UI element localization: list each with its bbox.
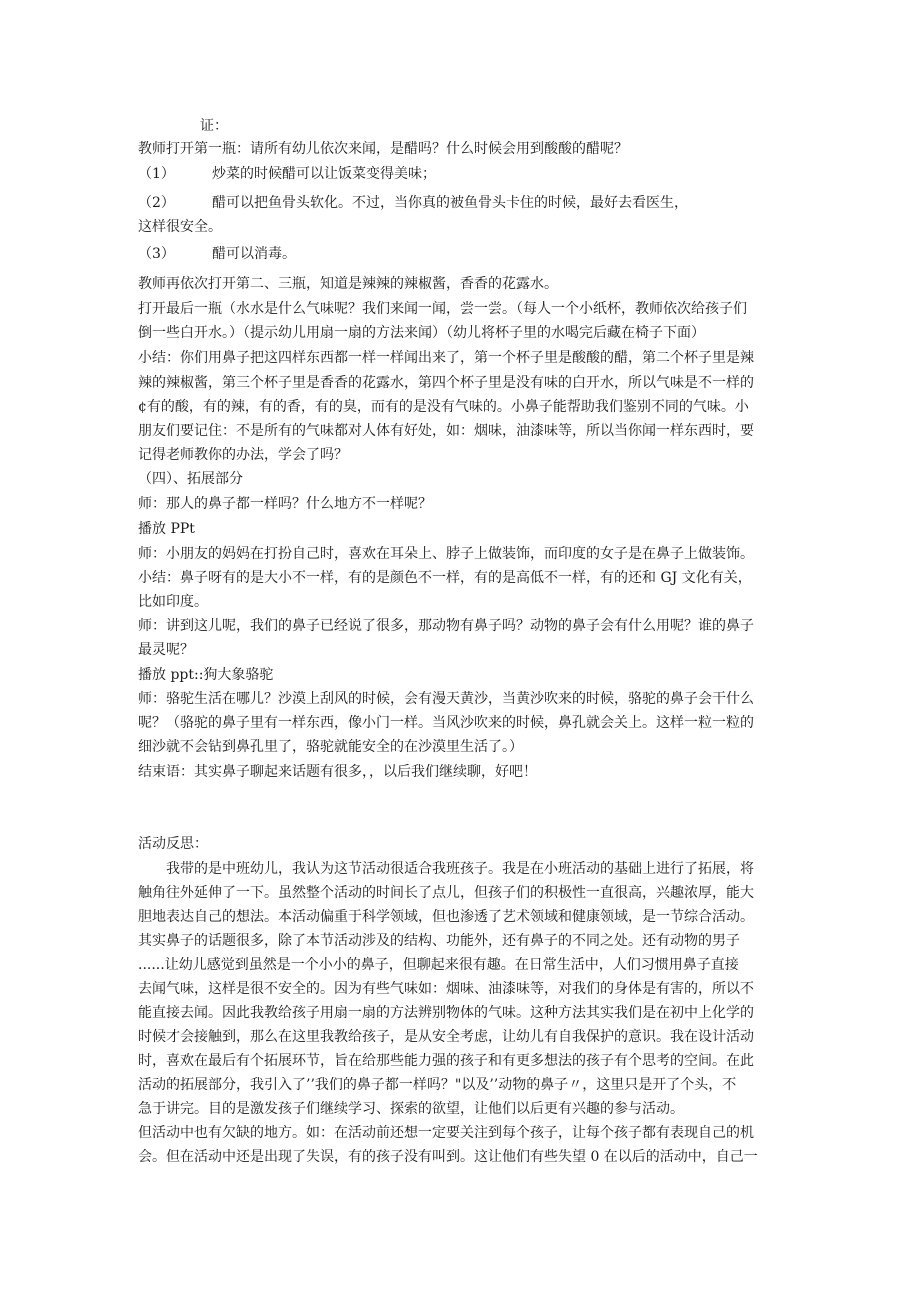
text-line: 播放 PPt [138,521,195,537]
text-line: 辣的辣椒酱，第三个杯子里是香香的花露水，第四个杯子里是没有味的白开水，所以气味是不一样的 [138,375,754,391]
text-line: 急于讲完。目的是激发孩子们继续学习、探索的欲望，让他们以后更有兴趣的参与活动。 [138,1101,684,1117]
text-line: 教师再依次打开第二、三瓶，知道是辣辣的辣椒酱，香香的花露水。 [138,276,558,292]
list-item: 炒菜的时候醋可以让饭菜变得美味； [212,166,436,182]
text-line: 教师打开第一瓶：请所有幼儿依次来闻，是醋吗？什么时候会用到酸酸的醋呢？ [138,141,628,157]
section-heading: （四）、拓展部分 [138,471,243,487]
text-line: 会。但在活动中还是出现了失误，有的孩子没有叫到。这让他们有些失望 0 在以后的活动中，自己一 [138,1149,758,1165]
text-line: 师：骆驼生活在哪儿？沙漠上刮风的时候，会有漫天黄沙，当黄沙吹来的时候，骆驼的鼻子会干什么 [138,691,754,707]
text-line: 触角往外延伸了一下。虽然整个活动的时间长了点儿，但孩子们的积极性一直很高，兴趣浓厚，能大 [138,885,754,901]
text-line: 比如印度。 [138,594,208,610]
text-line: 结束语：其实鼻子聊起来话题有很多，，以后我们继续聊，好吧！ [138,764,537,780]
list-number: （3） [138,246,175,262]
list-number: （2） [138,195,175,211]
text-line: 师：讲到这儿呢，我们的鼻子已经说了很多，那动物有鼻子吗？动物的鼻子会有什么用呢？谁的鼻子 [138,618,754,634]
text-line: ......让幼儿感觉到虽然是一个小小的鼻子，但聊起来很有趣。在日常生活中，人们习惯用鼻子直接 [138,957,739,973]
text-line: 小结：鼻子呀有的是大小不一样，有的是颜色不一样，有的是高低不一样，有的还和 GJ 文化有关， [138,570,752,586]
text-line: 呢？（骆驼的鼻子里有一样东西，像小门一样。当风沙吹来的时候，鼻孔就会关上。这样一粒一粒的 [138,715,754,731]
text-line: ¢有的酸，有的辣，有的香，有的臭，而有的是没有气味的。小鼻子能帮助我们鉴别不同的气味。小 [138,399,749,415]
text-line: 师：小朋友的妈妈在打扮自己时，喜欢在耳朵上、脖子上做装饰，而印度的女子是在鼻子上做装饰。 [138,546,754,562]
text-line: 活动的拓展部分，我引入了’’我们的鼻子都一样吗？"以及’’动物的鼻子〃，这里只是开了个头，不 [138,1077,737,1093]
text-line: 这样很安全。 [138,219,222,235]
list-item: 醋可以消毒。 [212,246,296,262]
text-line: 朋友们要记住：不是所有的气味都对人体有好处，如：烟味，油漆味等，所以当你闻一样东西时，要 [138,423,754,439]
text-line: 师：那人的鼻子都一样吗？什么地方不一样呢？ [138,496,432,512]
text-line: 但活动中也有欠缺的地方。如：在活动前还想一定要关注到每个孩子，让每个孩子都有表现自己的机 [138,1125,754,1141]
text-line: 去闻气味，这样是很不安全的。因为有些气味如：烟味、油漆味等，对我们的身体是有害的，所以不 [138,981,754,997]
text-line: 细沙就不会钻到鼻孔里了，骆驼就能安全的在沙漠里生活了。） [138,739,523,755]
text-line: 小结：你们用鼻子把这四样东西都一样一样闻出来了，第一个杯子里是酸酸的醋，第二个杯子里是辣 [138,350,754,366]
text-line: 倒一些白开水。）（提示幼儿用扇一扇的方法来闻）（幼儿将杯子里的水喝完后藏在椅子下面） [138,325,705,341]
list-item: 醋可以把鱼骨头软化。不过，当你真的被鱼骨头卡住的时候，最好去看医生， [212,195,688,211]
text-line: 时，喜欢在最后有个拓展环节，旨在给那些能力强的孩子和有更多想法的孩子有个思考的空间。在此 [138,1053,754,1069]
text-line: 证： [200,118,228,134]
text-line: 时候才会接触到，那么在这里我教给孩子，是从安全考虑，让幼儿有自我保护的意识。我在设计活动 [138,1029,754,1045]
text-line: 记得老师教你的办法，学会了吗？ [138,447,348,463]
text-line: 我带的是中班幼儿，我认为这节活动很适合我班孩子。我是在小班活动的基础上进行了拓展，将 [138,861,754,877]
text-line: 胆地表达自己的想法。本活动偏重于科学领域，但也渗透了艺术领域和健康领域，是一节综合活动。 [138,909,754,925]
list-number: （1） [138,166,175,182]
text-line: 能直接去闻。因此我教给孩子用扇一扇的方法辨别物体的气味。这种方法其实我们是在初中上化学的 [138,1005,754,1021]
text-line: 打开最后一瓶（水水是什么气味呢？我们来闻一闻，尝一尝。（每人一个小纸杯，教师依次给孩子们 [138,301,747,317]
text-line: 其实鼻子的话题很多，除了本节活动涉及的结构、功能外，还有鼻子的不同之处。还有动物的男子 [138,933,740,949]
text-line: 播放 ppt::狗大象骆驼 [138,667,274,683]
text-line: 最灵呢？ [138,642,194,658]
section-heading: 活动反思： [138,836,208,852]
